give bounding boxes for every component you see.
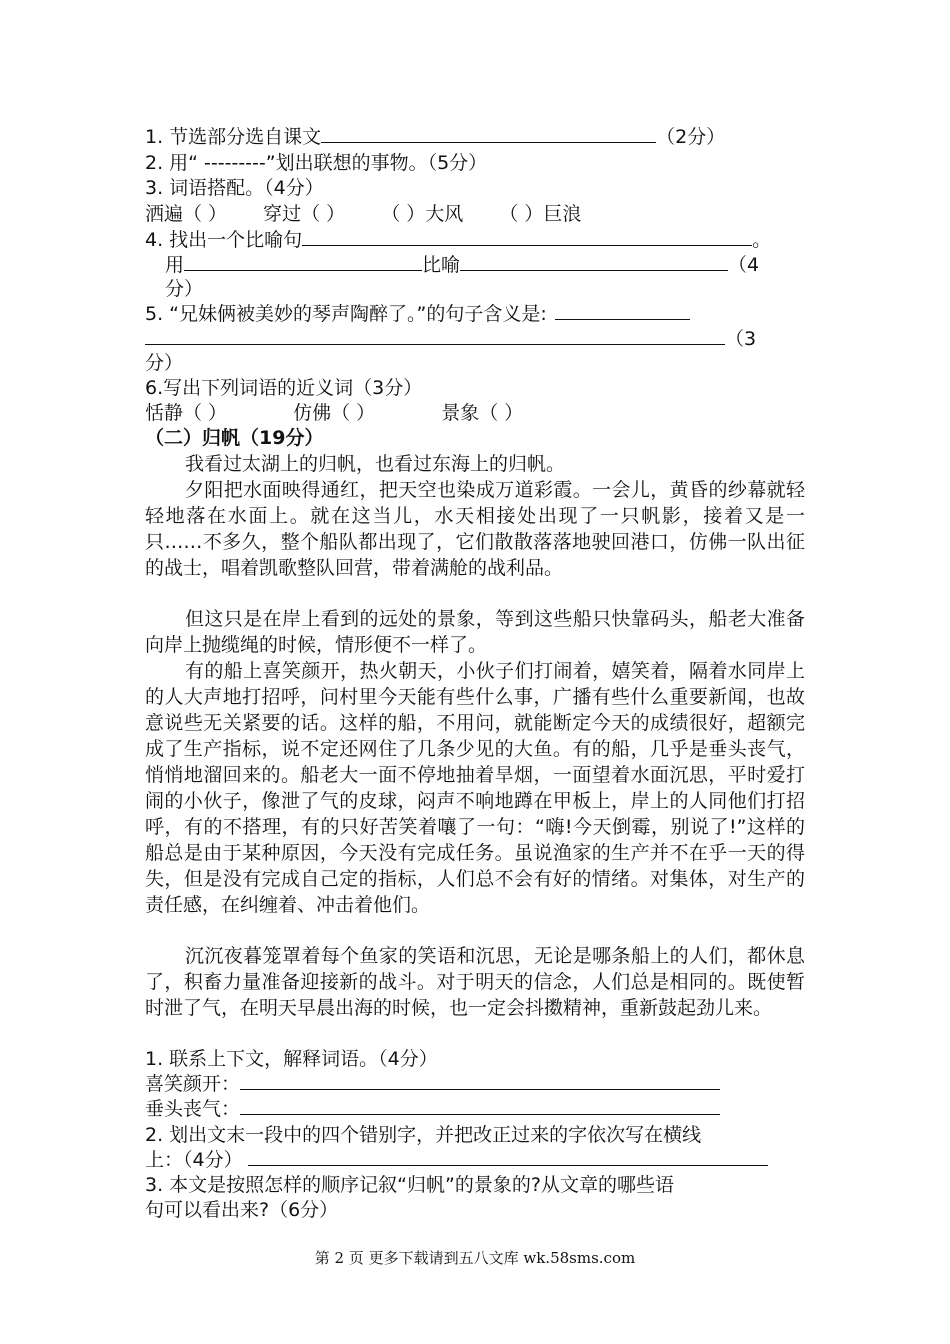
passage-p3: 但这只是在岸上看到的远处的景象，等到这些船只快靠码头，船老大准备向岸上抛缆绳的时候，情形便不一样了。: [145, 608, 805, 656]
answer-blank[interactable]: [248, 1147, 768, 1166]
answer-blank[interactable]: [240, 1071, 720, 1090]
answer-blank[interactable]: [460, 252, 728, 271]
answer-blank[interactable]: [145, 326, 725, 345]
b-q2: 2. 划出文末一段中的四个错别字，并把改正过来的字依次写在横线: [145, 1124, 702, 1146]
q5-line: 5. “兄妹俩被美妙的琴声陶醉了。”的句子含义是:: [145, 301, 690, 327]
q6-line: 6.写出下列词语的近义词（3分）: [145, 377, 423, 399]
section-title: （二）归帆（19分）: [145, 427, 324, 449]
answer-blank[interactable]: [555, 301, 690, 320]
q3-line: 3. 词语搭配。（4分）: [145, 177, 324, 199]
passage-p1: 我看过太湖上的归帆，也看过东海上的归帆。: [185, 453, 566, 475]
q3-items: 洒遍（ ） 穿过（ ） （ ）大风 （ ）巨浪: [145, 203, 582, 225]
passage-p2: 夕阳把水面映得通红，把天空也染成万道彩霞。一会儿，黄昏的纱幕就轻轻地落在水面上。就在这当儿，水天相接处出现了一只帆影，接着又是一只……不多久，整个船队都出现了，它们散散落落地驶回港口，仿佛一队出征的战士，唱着凯歌整队回营，带着满舱的战利品。: [145, 479, 805, 579]
q5-line2: （3: [145, 326, 756, 352]
q4-sub-line: 用 比喻 （4: [165, 254, 760, 276]
b-q1a: 喜笑颜开：: [145, 1071, 720, 1097]
q6-items: 恬静（ ） 仿佛（ ） 景象（ ）: [145, 402, 524, 424]
passage-p5: 沉沉夜暮笼罩着每个鱼家的笑语和沉思，无论是哪条船上的人们，都休息了，积畜力量准备迎接新的战斗。对于明天的信念，人们总是相同的。既使暂时泄了气，在明天早晨出海的时候，也一定会抖擞精神，重新鼓起劲儿来。: [145, 945, 805, 1019]
page-footer: 第 2 页 更多下载请到五八文库 wk.58sms.com: [314, 1249, 636, 1267]
b-q1b: 垂头丧气：: [145, 1096, 720, 1122]
answer-blank[interactable]: [184, 252, 422, 271]
answer-blank[interactable]: [240, 1096, 720, 1115]
b-q3: 3. 本文是按照怎样的顺序记叙“归帆”的景象的?从文章的哪些语: [145, 1174, 674, 1196]
b-q3b: 句可以看出来?（6分）: [145, 1199, 339, 1221]
answer-blank[interactable]: [321, 124, 656, 143]
answer-blank[interactable]: [302, 227, 752, 246]
q5-points: 分）: [145, 352, 184, 374]
q4-line: 4. 找出一个比喻句 。: [145, 229, 772, 251]
b-q2b: 上：（4分）: [145, 1147, 768, 1173]
q4-points: 分）: [165, 278, 204, 300]
passage-p4: 有的船上喜笑颜开，热火朝天，小伙子们打闹着，嬉笑着，隔着水同岸上的人大声地打招呼，问村里今天能有些什么事，广播有些什么重要新闻，也故意说些无关紧要的话。这样的船，不用问，就能断定今天的成绩很好，超额完成了生产指标，说不定还网住了几条少见的大鱼。有的船，几乎是垂头丧气，悄悄地溜回来的。船老大一面不停地抽着旱烟，一面望着水面沉思，平时爱打闹的小伙子，像泄了气的皮球，闷声不响地蹲在甲板上，岸上的人同他们打招呼，有的不搭理，有的只好苦笑着嚷了一句：“嗨!今天倒霉，别说了!”这样的船总是由于某种原因，今天没有完成任务。虽说渔家的生产并不在乎一天的得失，但是没有完成自己定的指标，人们总不会有好的情绪。对集体，对生产的责任感，在纠缠着、冲击着他们。: [145, 660, 805, 916]
b-q1: 1. 联系上下文，解释词语。（4分）: [145, 1048, 438, 1070]
q1-line: 1. 节选部分选自课文 （2分）: [145, 126, 726, 148]
q2-line: 2. 用“ ---------”划出联想的事物。（5分）: [145, 152, 488, 174]
